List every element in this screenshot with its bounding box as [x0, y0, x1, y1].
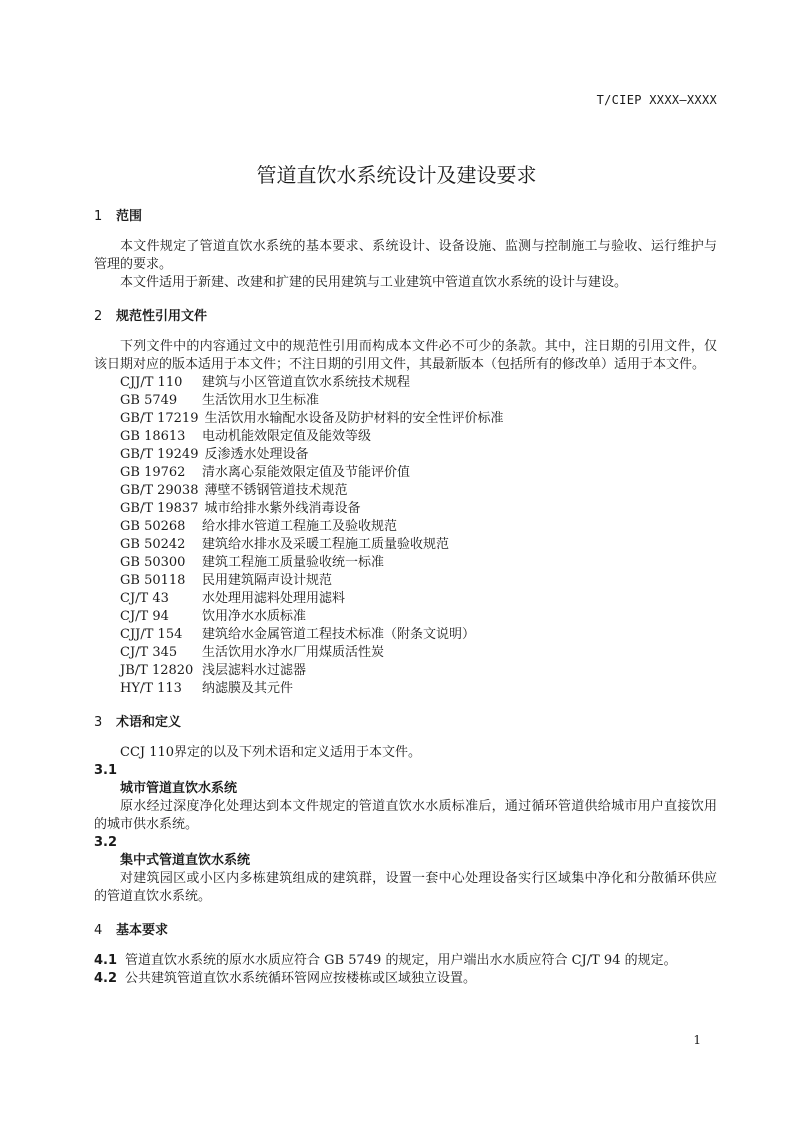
section-number: 3 — [94, 715, 103, 730]
reference-item — [120, 446, 717, 464]
refs-intro: 下列文件中的内容通过文中的规范性引用而构成本文件必不可少的条款。其中，注日期的引用文件，仅该日期对应的版本适用于本文件；不注日期的引用文件，其最新版本（包括所有的修改单）适用于本文件。 — [94, 339, 717, 372]
reference-item — [120, 428, 717, 446]
term-definition: 对建筑园区或小区内多栋建筑组成的建筑群，设置一套中心处理设备实行区域集中净化和分散循环供应的管道直饮水系统。 — [94, 871, 717, 904]
section-number: 2 — [94, 309, 103, 324]
reference-code: GB 5749 — [120, 393, 178, 408]
reference-item — [120, 554, 717, 572]
reference-item — [120, 410, 717, 428]
reference-code: GB/T 19249 — [120, 447, 199, 462]
reference-title: 生活饮用水卫生标准 — [202, 393, 320, 408]
reference-item — [120, 572, 717, 590]
reference-title: 电动机能效限定值及能效等级 — [202, 429, 372, 444]
reference-item — [120, 464, 717, 482]
section-title: 基本要求 — [116, 923, 169, 938]
section-title: 范围 — [116, 209, 143, 224]
reference-item — [120, 590, 717, 608]
reference-title: 建筑给水金属管道工程技术标准（附条文说明） — [202, 627, 476, 642]
reference-title: 给水排水管道工程施工及验收规范 — [202, 519, 398, 534]
terms-intro: CCJ 110界定的以及下列术语和定义适用于本文件。 — [120, 745, 422, 760]
reference-code: CJ/T 94 — [120, 609, 169, 624]
term-number: 3.1 — [94, 763, 118, 778]
reference-item — [120, 374, 717, 392]
section-heading-refs — [94, 308, 717, 326]
reference-title: 城市给排水紫外线消毒设备 — [204, 501, 361, 516]
reference-title: 浅层滤料水过滤器 — [202, 663, 307, 678]
clause-text: 管道直饮水系统的原水水质应符合 GB 5749 的规定，用户端出水水质应符合 CJ/T 94 的规定。 — [125, 953, 677, 968]
clause-item — [94, 952, 717, 970]
reference-code: GB 50268 — [120, 519, 186, 534]
reference-item — [120, 662, 717, 680]
reference-item — [120, 608, 717, 626]
reference-title: 饮用净水水质标准 — [202, 609, 307, 624]
reference-code: GB/T 29038 — [120, 483, 199, 498]
page-number: 1 — [693, 1033, 701, 1047]
reference-code: GB/T 19837 — [120, 501, 199, 516]
document-body — [94, 208, 717, 988]
reference-code: GB/T 17219 — [120, 411, 199, 426]
reference-title: 建筑工程施工质量验收统一标准 — [202, 555, 385, 570]
reference-item — [120, 644, 717, 662]
reference-code: GB 19762 — [120, 465, 186, 480]
reference-item — [120, 392, 717, 410]
clause-number: 4.2 — [94, 971, 118, 986]
reference-title: 民用建筑隔声设计规范 — [202, 573, 333, 588]
section-heading-basic — [94, 922, 717, 940]
reference-code: GB 50242 — [120, 537, 186, 552]
section-title: 术语和定义 — [116, 715, 182, 730]
term-name: 集中式管道直饮水系统 — [120, 853, 251, 868]
reference-title: 反渗透水处理设备 — [204, 447, 309, 462]
term-name: 城市管道直饮水系统 — [120, 781, 238, 796]
reference-item — [120, 680, 717, 698]
reference-title: 纳滤膜及其元件 — [202, 681, 294, 696]
section-number: 1 — [94, 209, 103, 224]
reference-item — [120, 518, 717, 536]
reference-code: GB 50118 — [120, 573, 186, 588]
scope-paragraph-1: 本文件规定了管道直饮水系统的基本要求、系统设计、设备设施、监测与控制施工与验收、运行维护与管理的要求。 — [94, 239, 717, 272]
reference-code: CJJ/T 154 — [120, 627, 183, 642]
reference-title: 水处理用滤料处理用滤料 — [202, 591, 346, 606]
section-number: 4 — [94, 923, 103, 938]
term-number: 3.2 — [94, 835, 118, 850]
reference-title: 生活饮用水净水厂用煤质活性炭 — [202, 645, 385, 660]
scope-paragraph-2: 本文件适用于新建、改建和扩建的民用建筑与工业建筑中管道直饮水系统的设计与建设。 — [120, 275, 628, 290]
clause-text: 公共建筑管道直饮水系统循环管网应按楼栋或区域独立设置。 — [125, 971, 477, 986]
reference-item — [120, 536, 717, 554]
reference-code: GB 18613 — [120, 429, 186, 444]
clause-number: 4.1 — [94, 953, 118, 968]
clause-item — [94, 970, 717, 988]
reference-title: 生活饮用水输配水设备及防护材料的安全性评价标准 — [204, 411, 504, 426]
reference-code: GB 50300 — [120, 555, 186, 570]
section-heading-terms — [94, 714, 717, 732]
reference-title: 薄壁不锈钢管道技术规范 — [204, 483, 348, 498]
reference-item — [120, 482, 717, 500]
document-code: T/CIEP XXXX—XXXX — [596, 93, 717, 107]
reference-list — [94, 374, 717, 698]
reference-title: 清水离心泵能效限定值及节能评价值 — [202, 465, 411, 480]
reference-item — [120, 500, 717, 518]
reference-title: 建筑与小区管道直饮水系统技术规程 — [202, 375, 411, 390]
reference-item — [120, 626, 717, 644]
section-title: 规范性引用文件 — [116, 309, 208, 324]
reference-code: JB/T 12820 — [120, 663, 194, 678]
reference-code: CJ/T 43 — [120, 591, 169, 606]
reference-code: CJ/T 345 — [120, 645, 178, 660]
section-heading-scope — [94, 208, 717, 226]
term-definition: 原水经过深度净化处理达到本文件规定的管道直饮水水质标准后，通过循环管道供给城市用户直接饮用的城市供水系统。 — [94, 799, 717, 832]
document-title: 管道直饮水系统设计及建设要求 — [256, 163, 537, 188]
reference-code: HY/T 113 — [120, 681, 182, 696]
reference-code: CJJ/T 110 — [120, 375, 183, 390]
reference-title: 建筑给水排水及采暖工程施工质量验收规范 — [202, 537, 450, 552]
